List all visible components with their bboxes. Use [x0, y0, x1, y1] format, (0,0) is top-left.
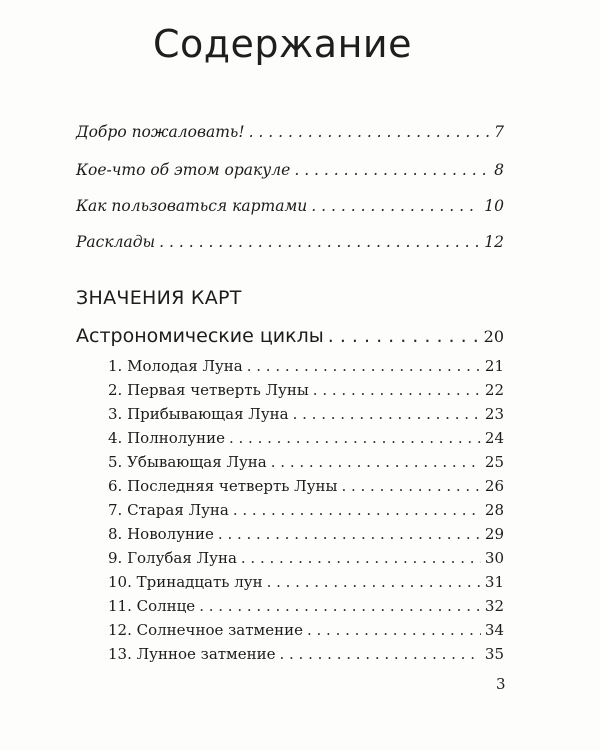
toc-entry-label: 10. Тринадцать лун: [108, 573, 263, 591]
toc-entry-page: 12: [484, 233, 504, 251]
toc-entry-page: 30: [484, 549, 504, 567]
toc-leader-dots: [311, 197, 480, 215]
toc-entry-label: 4. Полнолуние: [108, 429, 225, 447]
toc-entry-label: Как пользоваться картами: [76, 197, 308, 215]
toc-entry-page: 10: [484, 197, 504, 215]
toc-entry-spreads[interactable]: [76, 233, 504, 251]
toc-leader-dots: [199, 597, 481, 615]
toc-entry[interactable]: [108, 405, 504, 423]
toc-entry-page: 22: [484, 381, 504, 399]
toc-entry-label: 2. Первая четверть Луны: [108, 381, 309, 399]
toc-leader-dots: [247, 357, 481, 375]
toc-entry-label: 9. Голубая Луна: [108, 549, 237, 567]
toc-entry-label: 12. Солнечное затмение: [108, 621, 303, 639]
toc-entry[interactable]: [108, 477, 504, 495]
toc-entry-page: 29: [484, 525, 504, 543]
toc-leader-dots: [271, 453, 481, 471]
toc-leader-dots: [341, 477, 480, 495]
toc-entry[interactable]: [108, 453, 504, 471]
toc-leader-dots: [229, 429, 481, 447]
toc-entry-welcome[interactable]: [76, 123, 504, 141]
toc-entry-page: 25: [484, 453, 504, 471]
toc-entry-label: 11. Солнце: [108, 597, 196, 615]
toc-entry-label: 13. Лунное затмение: [108, 645, 276, 663]
toc-entry[interactable]: [108, 501, 504, 519]
toc-entry[interactable]: [108, 357, 504, 375]
toc-entry-label: 7. Старая Луна: [108, 501, 229, 519]
toc-entry-page: 26: [484, 477, 504, 495]
toc-entry[interactable]: [108, 549, 504, 567]
toc-entry-label: Расклады: [76, 233, 156, 251]
page-number: 3: [496, 675, 506, 693]
toc-entry-label: Добро пожаловать!: [76, 123, 245, 141]
toc-entry-astronomical-cycles[interactable]: [76, 325, 504, 347]
section-heading: ЗНАЧЕНИЯ КАРТ: [76, 287, 242, 309]
toc-entry-page: 31: [484, 573, 504, 591]
toc-entry-page: 32: [484, 597, 504, 615]
toc-leader-dots: [241, 549, 481, 567]
toc-entry[interactable]: [108, 429, 504, 447]
toc-entry-page: 21: [484, 357, 504, 375]
toc-entry-label: Астрономические циклы: [76, 325, 324, 347]
toc-leader-dots: [233, 501, 481, 519]
toc-entry-page: 8: [494, 161, 504, 179]
toc-entry-page: 20: [483, 327, 504, 346]
toc-entry-label: 1. Молодая Луна: [108, 357, 243, 375]
toc-entry-page: 34: [484, 621, 504, 639]
toc-entry[interactable]: [108, 381, 504, 399]
toc-entry-page: 28: [484, 501, 504, 519]
toc-entry-page: 7: [494, 123, 504, 141]
toc-entry-label: 3. Прибывающая Луна: [108, 405, 289, 423]
toc-entry[interactable]: [108, 573, 504, 591]
toc-leader-dots: [307, 621, 481, 639]
toc-entry[interactable]: [108, 645, 504, 663]
toc-leader-dots: [294, 161, 490, 179]
toc-entry-page: 23: [484, 405, 504, 423]
toc-entry[interactable]: [108, 525, 504, 543]
toc-entry-label: 5. Убывающая Луна: [108, 453, 267, 471]
toc-entry[interactable]: [108, 621, 504, 639]
toc-leader-dots: [279, 645, 480, 663]
toc-leader-dots: [159, 233, 480, 251]
toc-leader-dots: [313, 381, 481, 399]
toc-entry-about-oracle[interactable]: [76, 161, 504, 179]
page-title: Содержание: [153, 22, 412, 66]
toc-entry-label: Кое-что об этом оракуле: [76, 161, 291, 179]
toc-entry-page: 24: [484, 429, 504, 447]
toc-entry-label: 6. Последняя четверть Луны: [108, 477, 338, 495]
toc-leader-dots: [328, 325, 480, 347]
toc-leader-dots: [249, 123, 491, 141]
toc-leader-dots: [218, 525, 481, 543]
toc-leader-dots: [267, 573, 481, 591]
toc-entry-label: 8. Новолуние: [108, 525, 214, 543]
toc-leader-dots: [293, 405, 481, 423]
toc-entry-page: 35: [484, 645, 504, 663]
toc-entry[interactable]: [108, 597, 504, 615]
toc-entry-how-to-use[interactable]: [76, 197, 504, 215]
